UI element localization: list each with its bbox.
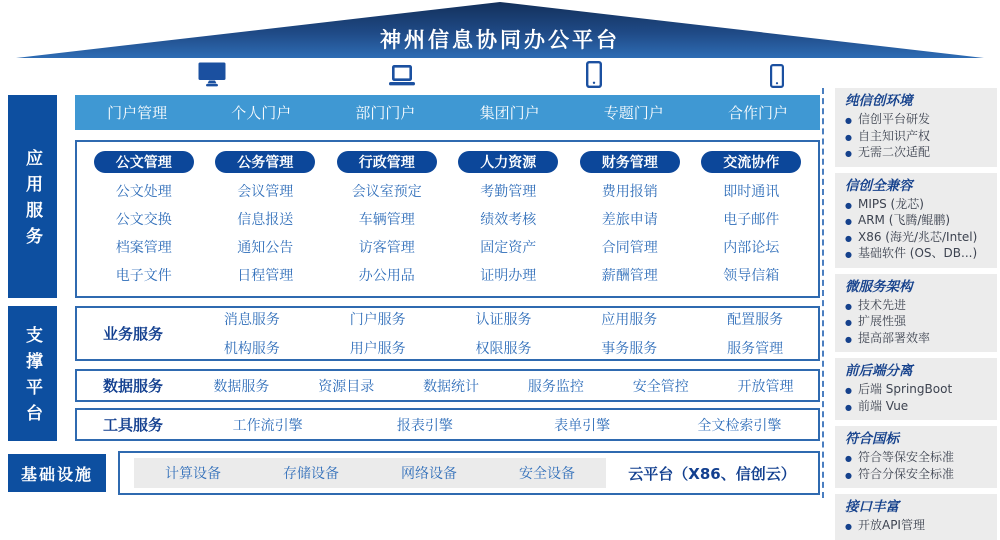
bullet-dot-icon: ●	[845, 386, 852, 395]
service-item: 工作流引擎	[232, 417, 303, 434]
app-item: 会议管理	[237, 184, 294, 200]
bullet-dot-icon: ●	[845, 454, 852, 463]
service-item: 事务服务	[601, 341, 658, 357]
infrastructure-box	[118, 451, 820, 495]
service-item: 机构服务	[223, 341, 280, 357]
app-item: 电子邮件	[723, 212, 780, 228]
group-header-pill: 公务管理	[215, 151, 315, 173]
bullet-item: ● 前端 Vue	[845, 399, 989, 416]
bullet-dot-icon: ●	[845, 250, 852, 259]
bullet-item: ● 提高部署效率	[845, 331, 989, 348]
app-item: 固定资产	[480, 240, 537, 256]
service-item: 数据服务	[213, 378, 270, 395]
app-item: 内部论坛	[723, 240, 780, 256]
service-item: 服务管理	[727, 341, 784, 357]
business-services-box	[75, 306, 820, 361]
app-item: 办公用品	[358, 268, 415, 284]
bullet-item: ● X86 (海光/兆芯/Intel)	[845, 230, 989, 247]
service-item: 服务监控	[527, 378, 584, 395]
rail-label: 支撑平台	[22, 326, 42, 430]
bullet-dot-icon: ●	[845, 116, 852, 125]
platform-title: 神州信息协同办公平台	[380, 28, 620, 52]
app-item: 公文交换	[115, 212, 172, 228]
feature-header: 符合国标	[845, 431, 899, 447]
bullet-item: ● ARM (飞腾/鲲鹏)	[845, 213, 989, 230]
app-item: 薪酬管理	[601, 268, 658, 284]
service-item: 资源目录	[318, 378, 375, 395]
bullet-item: ● 技术先进	[845, 298, 989, 315]
portal-bar	[75, 95, 820, 130]
rail-infrastructure: 基础设施	[8, 454, 106, 492]
app-group-hr	[448, 151, 570, 285]
app-item: 访客管理	[358, 240, 415, 256]
group-header-pill: 公文管理	[94, 151, 194, 173]
app-item: 信息报送	[237, 212, 294, 228]
app-item: 考勤管理	[480, 184, 537, 200]
laptop-icon	[387, 65, 417, 91]
bullet-dot-icon: ●	[845, 217, 852, 226]
group-header-pill: 行政管理	[337, 151, 437, 173]
app-item: 车辆管理	[358, 212, 415, 228]
app-group-finance	[569, 151, 691, 285]
bullet-item: ● 后端 SpringBoot	[845, 382, 989, 399]
bullet-dot-icon: ●	[845, 132, 852, 142]
feature-header: 微服务架构	[845, 278, 913, 295]
bullet-item: ● 无需二次适配	[845, 145, 989, 162]
app-group-affairs	[205, 151, 327, 285]
rail-support-platform	[8, 306, 57, 441]
infra-item: 安全设备	[519, 466, 575, 482]
tool-services-box	[75, 408, 820, 441]
data-services-items	[189, 376, 818, 396]
app-group-document	[83, 151, 205, 285]
phone-icon	[770, 64, 784, 92]
feature-header: 前后端分离	[845, 363, 913, 379]
group-header-pill: 交流协作	[701, 151, 801, 173]
infra-item: 存储设备	[283, 466, 339, 482]
bullet-item: ● 扩展性强	[845, 314, 989, 331]
bullet-dot-icon: ●	[845, 149, 852, 158]
group-header-pill: 财务管理	[580, 151, 680, 173]
row-label: 工具服务	[102, 416, 163, 434]
desktop-icon	[198, 62, 226, 91]
feature-section-compatibility	[835, 173, 997, 268]
portal-tab: 部门门户	[355, 104, 416, 122]
bullet-dot-icon: ●	[845, 200, 852, 210]
feature-header: 信创全兼容	[845, 177, 913, 194]
app-item: 差旅申请	[601, 212, 658, 228]
dashed-divider	[822, 88, 824, 498]
portal-tab: 门户管理	[107, 104, 168, 122]
bullet-item: ● 自主知识产权	[845, 129, 989, 146]
features-panel	[835, 88, 997, 540]
bullet-dot-icon: ●	[845, 318, 852, 327]
service-item: 表单引擎	[554, 417, 611, 434]
bullet-item: ● 开放API管理	[845, 518, 989, 535]
service-item: 权限服务	[475, 341, 532, 357]
bullet-item: ● MIPS (龙芯)	[845, 197, 989, 214]
bullet-dot-icon: ●	[845, 301, 852, 311]
feature-section-xinchuang-env	[835, 88, 997, 167]
app-item: 电子文件	[115, 268, 172, 284]
portal-tab: 集团门户	[479, 104, 540, 122]
tablet-icon	[586, 61, 602, 92]
rail-application-services	[8, 95, 57, 298]
feature-section-microservices	[835, 274, 997, 353]
bullet-dot-icon: ●	[845, 402, 852, 412]
feature-section-frontend-backend	[835, 358, 997, 420]
bullet-dot-icon: ●	[845, 334, 852, 344]
service-item: 数据统计	[423, 378, 480, 395]
feature-section-api	[835, 494, 997, 540]
app-item: 领导信箱	[723, 268, 780, 284]
service-item: 门户服务	[349, 312, 406, 328]
service-item: 开放管理	[737, 378, 794, 395]
bullet-item: ● 信创平台研发	[845, 112, 989, 129]
feature-header: 接口丰富	[845, 499, 899, 515]
service-item: 应用服务	[601, 312, 658, 328]
bullet-dot-icon: ●	[845, 233, 852, 243]
portal-tab: 合作门户	[727, 104, 788, 122]
app-item: 通知公告	[237, 240, 294, 256]
app-item: 公文处理	[115, 184, 172, 200]
service-item: 配置服务	[727, 312, 784, 328]
row-label: 数据服务	[102, 377, 163, 395]
app-item: 日程管理	[237, 268, 294, 284]
bullet-dot-icon: ●	[845, 470, 852, 480]
data-services-box	[75, 369, 820, 402]
app-item: 即时通讯	[723, 184, 780, 200]
feature-section-standards	[835, 426, 997, 488]
service-item: 全文检索引擎	[697, 417, 782, 434]
app-item: 证明办理	[480, 268, 537, 284]
rail-label: 应用服务	[22, 149, 42, 253]
service-item: 用户服务	[349, 341, 406, 357]
app-item: 档案管理	[115, 240, 172, 256]
service-item: 报表引擎	[396, 417, 453, 434]
bullet-dot-icon: ●	[845, 522, 852, 531]
service-item: 认证服务	[475, 312, 532, 328]
app-services-box	[75, 140, 820, 298]
cloud-platform-label: 云平台（X86、信创云）	[628, 464, 796, 483]
portal-tab: 专题门户	[603, 104, 664, 122]
row-label: 业务服务	[102, 325, 163, 343]
bullet-item: ● 符合分保安全标准	[845, 467, 989, 484]
bullet-item: ● 基础软件 (OS、DB...)	[845, 246, 989, 263]
app-item: 费用报销	[601, 184, 658, 200]
service-item: 安全管控	[632, 378, 689, 395]
service-item: 消息服务	[223, 312, 280, 328]
business-services-grid	[189, 309, 818, 358]
app-item: 合同管理	[601, 240, 658, 256]
group-header-pill: 人力资源	[458, 151, 558, 173]
infra-item: 网络设备	[401, 466, 457, 482]
app-group-admin	[326, 151, 448, 285]
tool-services-items	[189, 415, 818, 435]
bullet-item: ● 符合等保安全标准	[845, 450, 989, 467]
infra-item: 计算设备	[165, 466, 221, 482]
app-group-collaboration	[691, 151, 813, 285]
infrastructure-devices	[134, 458, 606, 488]
app-item: 绩效考核	[480, 212, 537, 228]
portal-tab: 个人门户	[231, 104, 292, 122]
feature-header: 纯信创环境	[845, 93, 913, 109]
app-item: 会议室预定	[351, 184, 422, 200]
